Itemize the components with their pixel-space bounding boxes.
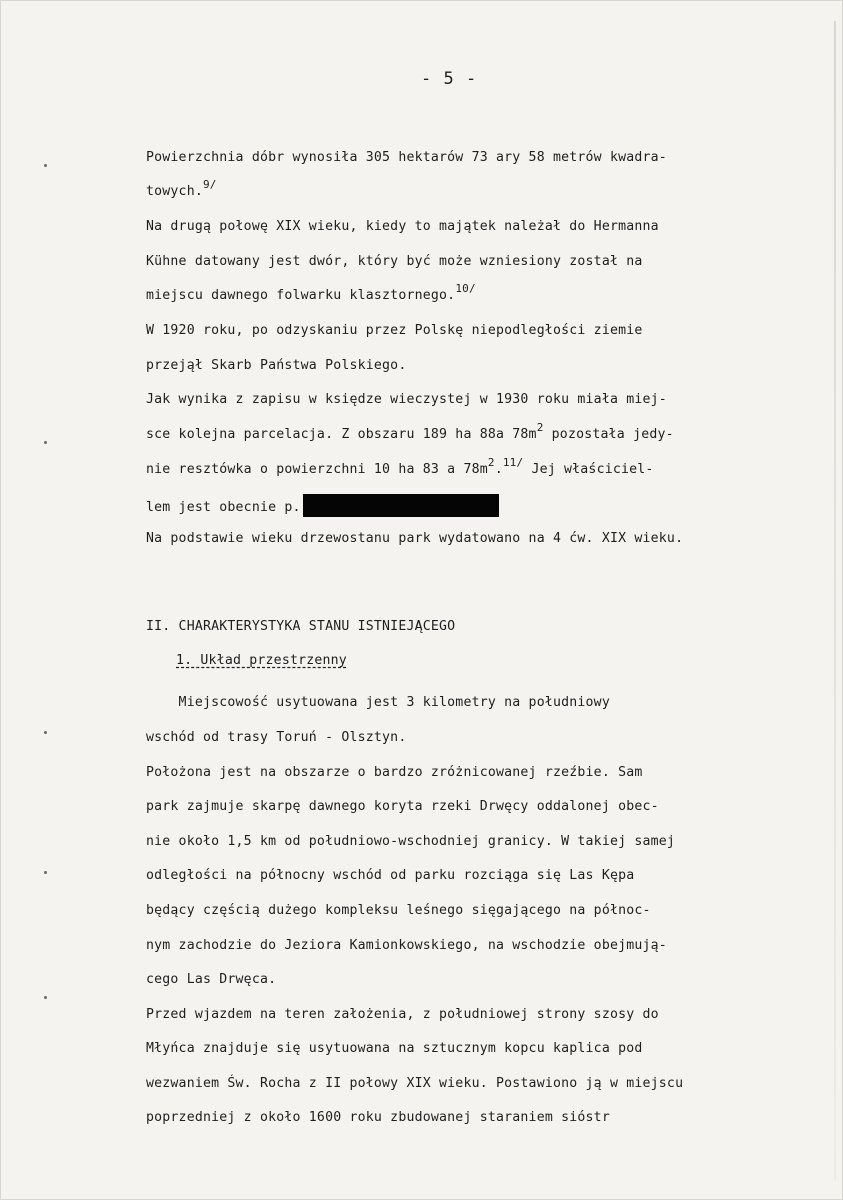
text-line: przejął Skarb Państwa Polskiego. (146, 358, 407, 373)
text-line: Młyńca znajduje się usytuowana na sztucznym kopcu kaplica pod (146, 1041, 643, 1056)
text-line (146, 178, 217, 201)
text-fragment: sce kolejna parcelacja. Z obszaru 189 ha 88a 78m (146, 427, 537, 442)
footnote-marker: 9/ (202, 178, 217, 191)
text-fragment: nie resztówka o powierzchni 10 ha 83 a 78m (146, 462, 488, 477)
text-line: odległości na północny wschód od parku rozciąga się Las Kępa (146, 868, 635, 883)
text-line: nym zachodzie do Jeziora Kamionkowskiego, na wschodzie obejmują- (146, 938, 667, 953)
text-line: Na podstawie wieku drzewostanu park wydatowano na 4 ćw. XIX wieku. (146, 531, 684, 546)
superscript: 2 (487, 456, 495, 469)
text-line: nie około 1,5 km od południowo-wschodniej granicy. W takiej samej (146, 834, 676, 849)
text-line: Kühne datowany jest dwór, który być może wzniesiony został na (146, 254, 643, 269)
text-fragment: towych. (146, 184, 203, 199)
text-fragment: lem jest obecnie p. (146, 500, 301, 515)
text-line: cego Las Drwęca. (146, 972, 277, 987)
subsection-heading: 1. Układ przestrzenny (176, 653, 347, 668)
text-line: Powierzchnia dóbr wynosiła 305 hektarów 73 ary 58 metrów kwadra- (146, 150, 667, 165)
redaction-block (303, 494, 499, 517)
margin-punch-mark (44, 441, 47, 444)
text-line (146, 421, 674, 444)
text-line: Na drugą połowę XIX wieku, kiedy to majątek należał do Hermanna (146, 219, 659, 234)
text-line (146, 456, 654, 479)
text-line: Jak wynika z zapisu w księdze wieczystej w 1930 roku miała miej- (146, 392, 667, 407)
footnote-marker: 11/ (502, 456, 524, 469)
page-number: - 5 - (421, 69, 478, 89)
superscript: 2 (536, 421, 544, 434)
text-line: W 1920 roku, po odzyskaniu przez Polskę niepodległości ziemie (146, 323, 643, 338)
margin-punch-mark (44, 164, 47, 167)
scan-edge (834, 21, 836, 1181)
text-line: park zajmuje skarpę dawnego koryta rzeki Drwęcy oddalonej obec- (146, 799, 659, 814)
text-fragment: . (494, 462, 503, 477)
margin-punch-mark (44, 731, 47, 734)
text-line: będący częścią dużego kompleksu leśnego sięgającego na północ- (146, 903, 651, 918)
margin-punch-mark (44, 996, 47, 999)
text-line: Miejscowość usytuowana jest 3 kilometry na południowy (146, 695, 610, 710)
text-fragment: Jej właściciel- (523, 462, 654, 477)
text-fragment: pozostała jedy- (543, 427, 674, 442)
text-line: Położona jest na obszarze o bardzo zróżnicowanej rzeźbie. Sam (146, 765, 643, 780)
text-line: wschód od trasy Toruń - Olsztyn. (146, 730, 407, 745)
section-heading: II. CHARAKTERYSTYKA STANU ISTNIEJĄCEGO (146, 619, 456, 634)
text-fragment: miejscu dawnego folwarku klasztornego. (146, 288, 456, 303)
text-line (146, 494, 499, 517)
text-line (146, 282, 476, 305)
margin-punch-mark (44, 871, 47, 874)
footnote-marker: 10/ (455, 282, 476, 295)
text-line: poprzedniej z około 1600 roku zbudowanej staraniem sióstr (146, 1110, 610, 1125)
text-line: Przed wjazdem na teren założenia, z południowej strony szosy do (146, 1007, 659, 1022)
text-line: wezwaniem Św. Rocha z II połowy XIX wieku. Postawiono ją w miejscu (146, 1076, 684, 1091)
